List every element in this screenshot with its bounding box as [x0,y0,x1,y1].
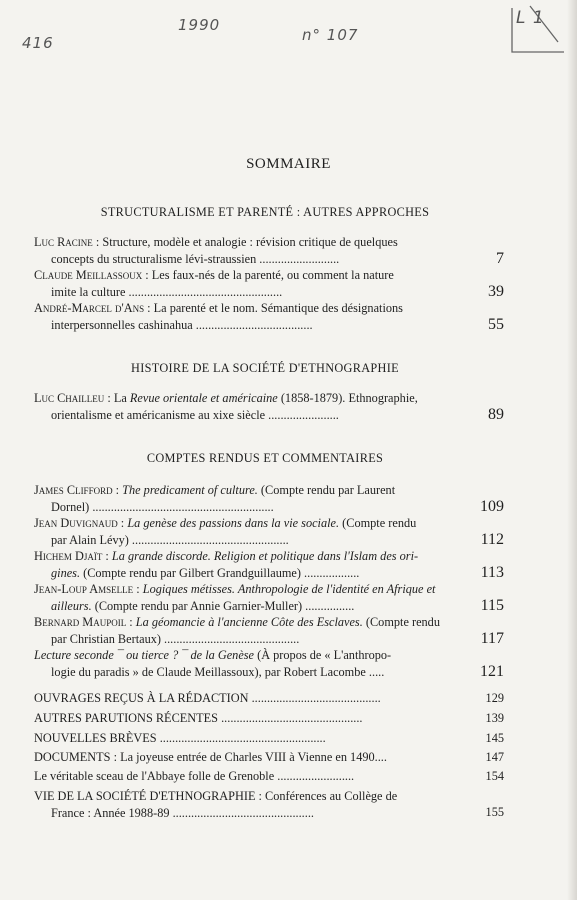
entry-title-line2: (Compte rendu par Annie Garnier-Muller) ................ [91,598,355,613]
toc-entry[interactable] [34,234,504,267]
entry-title-line2: par Alain Lévy) ................................................... [51,532,289,547]
entry-title-italic: La grande discorde. Religion et politique dans l'Islam des ori- [111,549,419,563]
toc-entry[interactable] [34,614,504,647]
back-entry-page: 129 [485,691,504,705]
toc-back-entry[interactable] [34,710,504,727]
handwritten-note-number: 416 [22,34,54,52]
entry-title-suffix: (Compte rendu [339,516,417,530]
entry-title-prefix: : [102,549,112,563]
entry-title-line2: concepts du structuralisme lévi-straussien .......................... [51,251,340,266]
toc-back-entry[interactable] [34,768,504,785]
back-entry-label-cont: France : Année 1988-89 .............................................. [51,805,314,820]
toc-back-entry[interactable] [34,730,504,747]
entry-title-italic-cont: ailleurs. [51,598,92,613]
back-entry-label: AUTRES PARUTIONS RÉCENTES .............................................. [34,711,363,725]
handwritten-note-issue: n° 107 [302,26,359,44]
toc-entry[interactable] [34,647,504,680]
toc-entry[interactable] [34,482,504,515]
entry-author: Jean-Loup Amselle [34,582,134,596]
toc-entry[interactable] [34,515,504,548]
entry-title-prefix: : [133,582,143,596]
entry-title-prefix: : [112,483,123,497]
entry-title-line2: (Compte rendu par Gilbert Grandguillaume) .................. [80,565,360,580]
toc-entry[interactable] [34,390,504,423]
toc-back-entry[interactable] [34,690,504,707]
entry-author: Jean Duvignaud [34,516,118,530]
entry-title-prefix: : [117,516,128,530]
back-entry-page: 155 [485,805,504,819]
toc-entry[interactable] [34,300,504,333]
entry-author: Luc Racine [34,235,93,249]
back-entry-page: 145 [485,731,504,745]
entry-title-line1: : Structure, modèle et analogie : révision critique de quelques [92,235,398,249]
entry-title-line1: : La parenté et le nom. Sémantique des désignations [144,301,403,315]
entry-title-line2: imite la culture .................................................. [51,284,283,299]
toc-entry[interactable] [34,267,504,300]
entry-page-number: 121 [480,663,504,680]
entry-title-italic: La genèse des passions dans la vie sociale. [127,516,340,530]
entry-page-number: 112 [480,531,504,548]
page-edge-shadow [567,0,577,900]
entry-author: Hichem Djaït [34,549,103,563]
entry-title-italic: Lecture seconde ¯ ou tierce ? ¯ de la Genèse [34,648,255,662]
entry-author: André-Marcel d'Ans [34,301,145,315]
page-title: SOMMAIRE [246,156,331,172]
entry-title-suffix: (Compte rendu par Laurent [257,483,396,497]
entry-author: James Clifford [34,483,113,497]
back-entry-page: 139 [485,711,504,725]
entry-title-italic: La géomancie à l'ancienne Côte des Esclaves. [135,615,363,629]
entry-author: Luc Chailleu [34,391,105,405]
entry-page-number: 113 [480,564,504,581]
entry-page-number: 7 [496,250,504,267]
entry-title-prefix: : La [104,391,130,405]
section-heading-structuralisme: STRUCTURALISME ET PARENTÉ : AUTRES APPROCHES [100,205,430,219]
handwritten-note-ref: L 1 [516,8,545,28]
entry-title-italic: The predicament of culture. [122,483,258,497]
back-entry-page: 147 [485,750,504,764]
entry-page-number: 109 [480,498,504,515]
toc-entry[interactable] [34,548,504,581]
entry-page-number: 89 [488,406,504,423]
entry-title-suffix: (Compte rendu [362,615,440,629]
entry-title-italic: Revue orientale et américaine [129,391,278,405]
back-entry-label: Le véritable sceau de l'Abbaye folle de Grenoble ......................... [34,769,355,783]
entry-title-suffix: (1858-1879). Ethnographie, [277,391,418,405]
handwritten-note-year: 1990 [178,16,221,34]
entry-page-number: 115 [480,597,504,614]
entry-author: Bernard Maupoil [34,615,127,629]
toc-entry[interactable] [34,581,504,614]
entry-title-italic-cont: gines. [51,565,81,580]
entry-title-line2: interpersonnelles cashinahua ...................................... [51,317,313,332]
entry-title-line1: : Les faux-nés de la parenté, ou comment la nature [142,268,394,282]
back-entry-label: VIE DE LA SOCIÉTÉ D'ETHNOGRAPHIE : Conférences au Collège de [34,789,398,803]
toc-back-entry[interactable] [34,749,504,766]
entry-page-number: 117 [480,630,504,647]
entry-title-prefix: : [126,615,136,629]
entry-page-number: 39 [488,283,504,300]
entry-title-line2: logie du paradis » de Claude Meillassoux), par Robert Lacombe ..... [51,664,385,679]
entry-title-line2: par Christian Bertaux) ............................................ [51,631,300,646]
entry-title-line2: Dornel) ........................................................... [51,499,274,514]
back-entry-label: OUVRAGES REÇUS À LA RÉDACTION .......................................... [34,691,381,705]
entry-title-suffix: (À propos de « L'anthropo- [254,648,392,662]
section-heading-comptes-rendus: COMPTES RENDUS ET COMMENTAIRES [146,451,384,465]
back-entry-label: NOUVELLES BRÈVES ...................................................... [34,731,326,745]
toc-back-entry[interactable] [34,788,504,821]
entry-title-italic: Logiques métisses. Anthropologie de l'identité en Afrique et [142,582,436,596]
back-entry-label: DOCUMENTS : La joyeuse entrée de Charles VIII à Vienne en 1490.... [34,750,387,764]
entry-author: Claude Meillassoux [34,268,143,282]
section-heading-histoire: HISTOIRE DE LA SOCIÉTÉ D'ETHNOGRAPHIE [131,361,399,375]
back-entry-page: 154 [485,769,504,783]
entry-page-number: 55 [488,316,504,333]
entry-title-line2: orientalisme et américanisme au xixe siècle ....................... [51,407,339,422]
